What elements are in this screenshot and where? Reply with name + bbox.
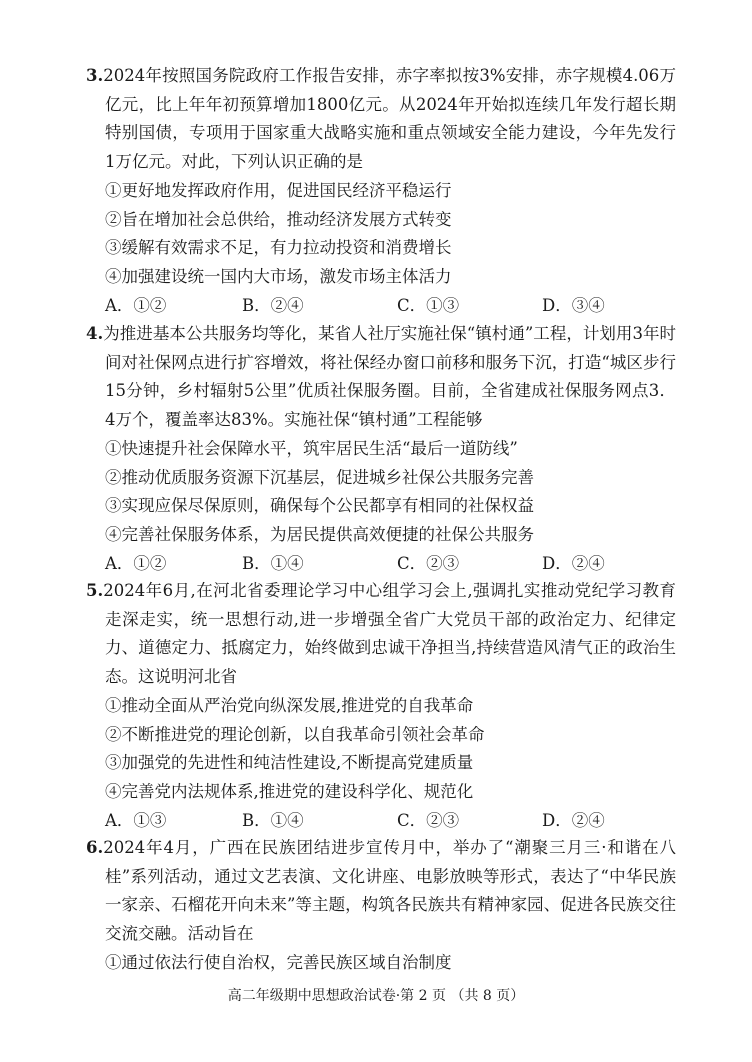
answer-choices <box>86 807 676 836</box>
answer-choices <box>86 292 676 321</box>
stem-text: 2024年6月,在河北省委理论学习中心组学习会上,强调扎实推动党纪学习教育走深走实，统一思想行动,进一步增强全省广大党员干部的政治定力、纪律定力、道德定力、抵腐定力，始终做到忠诚干净担当,持续营造风清气正的政治生态。这说明河北省 <box>103 581 676 687</box>
option: ②不断推进党的理论创新，以自我革命引领社会革命 <box>105 724 485 744</box>
question-5-stem <box>86 577 676 692</box>
question-3 <box>86 62 676 320</box>
question-3-stem <box>86 62 676 177</box>
choice-b[interactable]: B．②④ <box>242 295 304 315</box>
choice-a[interactable]: A．①③ <box>105 810 167 830</box>
question-number: 5. <box>86 581 104 600</box>
choice-a[interactable]: A．①② <box>105 295 167 315</box>
question-6 <box>86 834 676 978</box>
option: ③加强党的先进性和纯洁性建设,不断提高党建质量 <box>105 753 474 773</box>
question-4 <box>86 320 676 578</box>
choice-c[interactable]: C．②③ <box>397 553 460 573</box>
option: ①通过依法行使自治权，完善民族区域自治制度 <box>105 952 452 972</box>
choice-d[interactable]: D．②④ <box>542 553 605 573</box>
option: ④加强建设统一国内大市场，激发市场主体活力 <box>105 266 452 286</box>
choice-a[interactable]: A．①② <box>105 553 167 573</box>
question-number: 6. <box>86 838 104 857</box>
option: ①更好地发挥政府作用，促进国民经济平稳运行 <box>105 180 452 200</box>
choice-b[interactable]: B．①④ <box>242 553 304 573</box>
choice-d[interactable]: D．②④ <box>542 810 605 830</box>
stem-text: 为推进基本公共服务均等化，某省人社厅实施社保“镇村通”工程，计划用3年时间对社保网点进行扩容增效，将社保经办窗口前移和服务下沉，打造“城区步行15分钟，乡村辐射5公里”优质社保服务圈。目前，全省建成社保服务网点3．4万个，覆盖率达83%。实施社保“镇村通”工程能够 <box>103 324 676 430</box>
question-number: 4. <box>86 324 104 343</box>
option: ④完善党内法规体系,推进党的建设科学化、规范化 <box>105 781 474 801</box>
question-4-stem <box>86 320 676 435</box>
question-6-stem <box>86 834 676 949</box>
option: ③缓解有效需求不足，有力拉动投资和消费增长 <box>105 238 452 258</box>
option: ②推动优质服务资源下沉基层，促进城乡社保公共服务完善 <box>105 467 534 487</box>
stem-text: 2024年按照国务院政府工作报告安排，赤字率拟按3%安排，赤字规模4.06万亿元，比上年年初预算增加1800亿元。从2024年开始拟连续几年发行超长期特别国债，专项用于国家重大战略实施和重点领域安全能力建设，今年先发行1万亿元。对此，下列认识正确的是 <box>103 66 676 172</box>
choice-c[interactable]: C．②③ <box>397 810 460 830</box>
question-5 <box>86 577 676 835</box>
option: ④完善社保服务体系，为居民提供高效便捷的社保公共服务 <box>105 524 534 544</box>
stem-text: 2024年4月，广西在民族团结进步宣传月中，举办了“潮聚三月三·和谐在八桂”系列活动，通过文艺表演、文化讲座、电影放映等形式，表达了“中华民族一家亲、石榴花开向未来”等主题，构筑各民族共有精神家园、促进各民族交往交流交融。活动旨在 <box>103 838 676 944</box>
option: ③实现应保尽保原则，确保每个公民都享有相同的社保权益 <box>105 496 534 516</box>
choice-c[interactable]: C．①③ <box>397 295 460 315</box>
choice-d[interactable]: D．③④ <box>542 295 605 315</box>
page-footer: 高二年级期中思想政治试卷·第 2 页 （共 8 页） <box>227 988 525 1004</box>
answer-choices <box>86 550 676 579</box>
choice-b[interactable]: B．①④ <box>242 810 304 830</box>
option: ①推动全面从严治党向纵深发展,推进党的自我革命 <box>105 695 474 715</box>
option: ①快速提升社会保障水平，筑牢居民生活“最后一道防线” <box>105 438 518 458</box>
option: ②旨在增加社会总供给，推动经济发展方式转变 <box>105 209 452 229</box>
question-number: 3. <box>86 66 104 85</box>
